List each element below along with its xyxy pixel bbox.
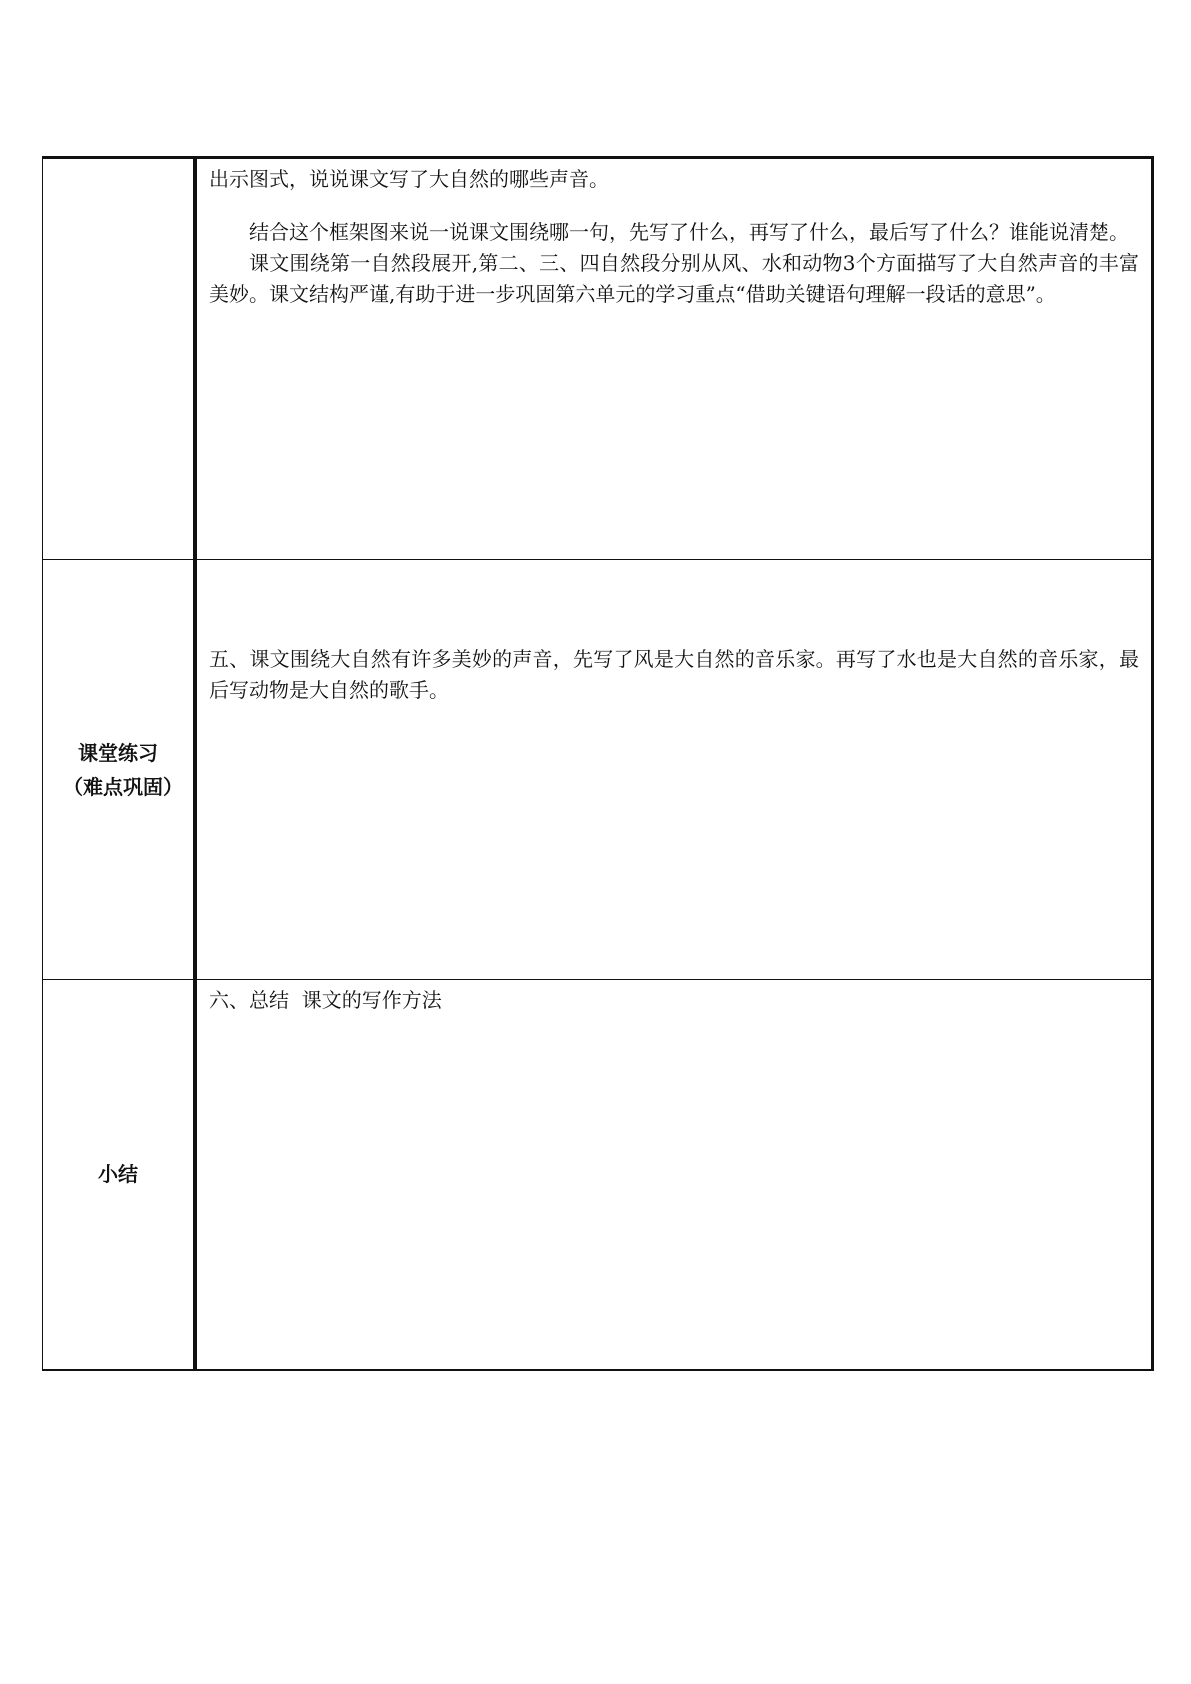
- row-label-cell: [43, 980, 196, 1370]
- table-row: [43, 980, 1153, 1370]
- row-label: 小结: [98, 1162, 138, 1187]
- paragraph: 课文围绕第一自然段展开,第二、三、四自然段分别从风、水和动物3个方面描写了大自然声音的丰富美妙。课文结构严谨,有助于进一步巩固第六单元的学习重点“借助关键语句理解一段话的意思”。: [209, 251, 1139, 306]
- row-content-cell: [195, 560, 1153, 980]
- table-row: [43, 158, 1153, 560]
- table-row: [43, 560, 1153, 980]
- row-label-cell: [43, 158, 196, 560]
- row-content-cell: [195, 158, 1153, 560]
- paragraph: 出示图式，说说课文写了大自然的哪些声音。: [209, 167, 609, 191]
- paragraph: 五、课文围绕大自然有许多美妙的声音，先写了风是大自然的音乐家。再写了水也是大自然的音乐家，最后写动物是大自然的歌手。: [209, 647, 1139, 702]
- paragraph: 六、总结 课文的写作方法: [209, 988, 442, 1012]
- row-label-cell: [43, 560, 196, 980]
- row-content-cell: [195, 980, 1153, 1370]
- lesson-plan-table: [42, 156, 1154, 1371]
- paragraph: 结合这个框架图来说一说课文围绕哪一句，先写了什么，再写了什么，最后写了什么？谁能说清楚。: [249, 220, 1129, 244]
- row-label: 课堂练习（难点巩固）: [63, 740, 183, 799]
